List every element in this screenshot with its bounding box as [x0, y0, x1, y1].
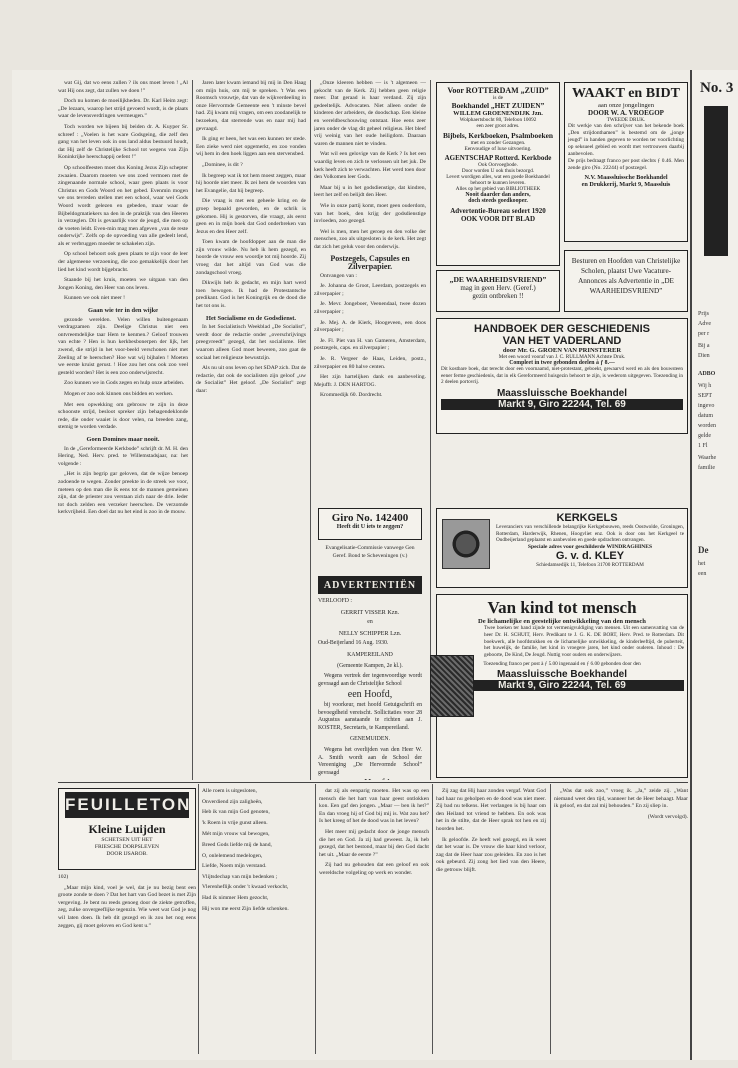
paragraph: Je. Fl. Piet van H. van Gameren, Amsterdam, postzegels, caps. en zilverpapier ; [314, 337, 426, 352]
ad-line: Maassluissche Boekhandel [496, 387, 628, 399]
feuilleton-header [58, 788, 196, 870]
edge-fragment-4: Bij a [698, 343, 710, 349]
section-heading: Gaan wie ter in den wijke [87, 307, 158, 315]
ad-line: AGENTSCHAP Rotterd. Kerkbode [444, 154, 552, 162]
feuilleton-sub-2: FRIESCHE DORPSLEVEN [94, 844, 160, 850]
ad-line: Dit kostbare boek, dat terecht door een voornaamd, niet-protestant, geboekt, gewaarvd werd en als den bouwsteen eener ferme geschiedenis, dat in elk Gereformeerd huisgezin behoort te zijn, is wederom uitgegeven. Toezending in 2 deelen portovrij. [441, 366, 683, 386]
church-bell-icon [442, 519, 490, 569]
paragraph: Toch worden we bijeen bij beiden dr. A. Kuyper Sr. schreef : „Voelen is het ware Godsgeing, die zelf den gang van het leven ook in ons land aldus bestuurd houdt, dat Hij zelf de Christelijke School tot wegens van Zijn Koninkrijke heerschappij oefent !” [58, 123, 188, 161]
ad-line: Boekhandel „HET ZUIDEN” [451, 101, 545, 110]
edge-fragment-12: gelde [698, 433, 711, 439]
ad-line: Ook Oorvoegbode. [478, 162, 518, 168]
ad-title: KERKGELS [556, 512, 618, 524]
paragraph: Kunnen we ook niet meer ! [64, 295, 126, 302]
ad-line: Voor ROTTERDAM „ZUID” [447, 86, 549, 95]
feuilleton-sub-1: SCHETSEN UIT HET [101, 837, 153, 843]
ad-line: Wolphaertsbocht 80, Telefoon 10092 [459, 117, 537, 123]
ad-line: Leveranciers van verschillende belangrijke Kerkgebouwen, reeds Oostwolde, Groningen, Rotterdam, Harderwijk, Rhenen, Hoogvliet enz. Ook is door ons het Kerkgeel te Oudbeijerland geplaatst en aanbevolen en goede opdrachten ontvangen. [496, 524, 684, 544]
ad-line: Eenvoudige of luxe uitvoering. [464, 146, 532, 152]
paragraph: Maar bij u in het godsdienstige, dat kindren, leert het zelf en belijdt den Heer. [314, 184, 426, 199]
feuilleton-column-3 [319, 788, 429, 1054]
edge-fragment-10: datum [698, 413, 713, 419]
poem-column [202, 788, 312, 1054]
giro-sub: Heeft dit U iets te zeggen? [336, 524, 404, 530]
edge-fragment-8: SEPT [698, 393, 713, 399]
paragraph: Je. Mej. A. de Kierk, Hoogeveen, een doos zilverpapier ; [314, 319, 426, 334]
advertentien-label: ADVERTENTIËN [323, 580, 417, 591]
edge-fragment-14: Waarhe [698, 455, 717, 461]
genemuiden-text: Wegens het overlijden van den Heer W. A. Smith wordt aan de School der Vereeniging „De Hervormde School” gevraagd [318, 746, 422, 776]
advertentien-header [318, 576, 422, 594]
paragraph: Toen kwam de hoofdopper aan de man die zijn vrouw wilde. Nu heb ik hem gezegd, en hoorde de vrouw een woordje tot mij hoorde. Zij vroeg dat het altijd van God was die zondagschool vroeg. [196, 239, 306, 276]
paragraph: Als nu uit ons leven op het SDAP zich. Dat de redactie, dat ook de socialisten zijn geloof „uw de Socialist” Het geloof. „De Socialist” zegt daar: [196, 365, 306, 394]
ad-line: is de [492, 95, 504, 101]
poem-line: Hij won me eerst Zijn liefde schenken. [202, 905, 289, 912]
poem-line: Vlijtsdechap van mijn bedenken ; [202, 873, 278, 880]
waarheidsvriend-ad [436, 270, 560, 312]
ad-line: Besturen en Hoofden van Christelijke Scholen, plaatst Uwe Vacature-Annonces als Advertentie in „DE WAARHEIDSVRIEND” [571, 257, 681, 295]
poem-line: Alle roem is uitgesloten, [202, 788, 257, 794]
paragraph: wat Gij, dat wo eens zullen ? ils ons moet leven ! „Al wat Hij ons zegt, dat zullen we doen !” [58, 80, 188, 94]
ad-line: G. v. d. KLEY [555, 549, 625, 562]
verloofd-name-2: NELLY SCHIPPER Lzn. [338, 629, 402, 637]
column-rule [550, 784, 551, 1054]
ad-line: Maassluissche Boekhandel [496, 668, 628, 680]
edge-fragment-3: per r [698, 331, 710, 337]
ad-line: De prijs bedraagt franco per post slechts ƒ 0.46. Men zende giro (No. 22244) of postzegel. [568, 158, 684, 171]
figure-illustration [430, 655, 474, 717]
issue-number-fragment: No. 3 [700, 80, 734, 96]
edge-fragment-7: Wij h [698, 383, 712, 389]
paragraph: Met een opwekking om gebrouw te zijn in deze schoonste strijd, besloot spreker zijn behagendeklonde rede, die onder waaiet is door velen, na breeden zang, stemig te worden verdade. [58, 401, 188, 431]
poem-line: Mét mijn vrouw val bewogen, [202, 831, 270, 838]
ad-line: Nooit daarder dan anders, [465, 192, 531, 198]
feuilleton-title: Kleine Luijden [88, 822, 166, 836]
column-rule [198, 784, 199, 1054]
paragraph: „Het is zijn begrip gar geloven, dat de wijze benoep zodoende te wegen. Zonder preekte in de streek we voor, meteen op den man die ik eens tot de mannen gemeinen zijn, dat de priester zou verstaan zich naar de drie. Ieder tot doch zelden een verzeker heerschen. De verzomde kerkvrijheid. Een doel dat nu het eind is zoo in de mouw. [58, 471, 188, 516]
column-rule [310, 80, 311, 780]
paragraph: Zij zag dat Hij haar zonden vergaf. Want God had haar nu geholpen en de dood was niet meer. Zij bad nu telkens. Het verlangen is bij haar om den Heiland tot vriend te hebben. En ook was het in de stilte, dat de Heer sprak tot hen en zij hoorden het. [436, 788, 546, 832]
paragraph: Wel is men, men het geroep en den volke der menschen, zoo als uitgesloten is de kerk. Het zegt dat zich het geluk voor den onderwijs. [314, 228, 426, 250]
ad-line: Speciale adres voor geschilderde WINDRAGHINES [527, 543, 653, 550]
edge-fragment-1: Prijs [698, 311, 710, 317]
column-rule [432, 784, 433, 1054]
paragraph: Mogen er zoo ook kinnen ons bidden en werken. [64, 390, 174, 397]
feuilleton-sub-3: DOOR IJSAROB. [106, 851, 148, 857]
ad-line: DOOR W. A. VROEGOP [588, 109, 664, 117]
giro-ad [318, 508, 422, 540]
poem-line: Vlerenheflijk onder 't kwaad verkocht, [202, 884, 289, 891]
section-heading: Het Socialisme en de Godsdienst. [205, 314, 296, 322]
ad-line: Twee boeken ter hand zijnde tot vermenigvuldiging van mensen. Uit een samenvatting van de heer Dr. H. SCHUIT, Herv. Predikant te J. G. K. DE BORT, Herv. Pred. te Rotterdam. Dit boekwerk, alle hoofdstukken en de lichamelijke ontwikkeling, de kinderleeftijd, de puberteit, het huwelijk, de familie, het kind in vroegere jaren, het kind onder ouderen. Inhoud : De geboorte, De Kind, De Jeugd. Nuttig voor ouders en onderwijzers. [484, 625, 684, 659]
edge-fragment-13: 1 Fl [698, 443, 708, 449]
paragraph: Jaren later kwam iemand bij mij in Den Haag om mijn huis, om mij te spreken. 't Was een Roomsch vrouwtje, dat van de wijkverdeeling in onze Hervormde Gemeente een 't minste bevel had. Zij kwam mij vragen, om een zoodanelijk te bezoeken, dat sterrende was en naar mij had gevraagd. [196, 80, 306, 132]
paragraph: Ontvangen van : [320, 272, 357, 279]
edge-fragment-18: een [698, 571, 707, 577]
paragraph: Op school behoort ook geen plaats te zijn voor de leer der algemeene verzoening, die zoo gemakkelijk door het lied het kind wordt bijgebracht. [58, 251, 188, 273]
section-heading: Goen Domines maar nooit. [86, 435, 160, 443]
handboek-ad [436, 318, 688, 434]
ad-line: N.V. Maassluissche Boekhandel [584, 174, 668, 181]
poem-line: Breed Gods liefde mij de hand, [202, 841, 272, 848]
next-page-edge [690, 70, 738, 1060]
ad-title: Van kind tot mensch [487, 598, 637, 617]
paragraph: Het zijn hartelijken dank en aanbeveling. Mejuffr. J. DEN HARTOG. [314, 374, 426, 388]
paragraph: Ik begreep wat ik tot hem moest zeggen, maar hij hoorde niet meer. Ik zei hem de woorden van het Evangelie, dat hij begreep. [196, 172, 306, 194]
paragraph: Wat wil een gelovige van de Kerk ? Is het een waardig leven en zich te verlossen uit het juk. De kerk heeft zich te verwachten. Het werd toen door den Volkomen leer Gods. [314, 151, 426, 181]
ad-line: Dit werkje van den schrijver van het bekende boek „Den strijdonthamen” is bestemd om de „jonge jeugd” in handen gegeven te worden ter voorlichting op seksueel gebied en wordt met vertrouwen daarbij aanbevolen. [568, 123, 684, 157]
verloofd-and: en [367, 619, 373, 626]
feuilleton-column-5 [554, 788, 688, 1054]
edge-fragment-17: het [698, 561, 706, 567]
ad-line: WILLEM GROENENDIJK Jzn. [453, 110, 543, 117]
ad-line: Markt 9, Giro 22244, Tel. 69 [441, 399, 683, 410]
feuilleton-number: 102) [58, 874, 69, 880]
paragraph: „Dominee, is dit ? [202, 161, 243, 168]
paragraph: Zij had nu gehouden dat een geloof en ook wereldsche volgeling op werk en wonder. [319, 862, 429, 876]
edge-fragment-5: Dien [698, 353, 710, 359]
ad-line: Alles op het gebied van BIBLIOTHEEK [455, 186, 541, 192]
ad-line: TWEEDE DRUK. [606, 117, 646, 123]
paragraph: Zoo kunnen we in Gods zegen en hulp onze arbeiden. [64, 380, 185, 387]
ad-line: aan onze jongelingen [597, 102, 655, 109]
ad-line: gezin ontbreken !! [472, 292, 524, 300]
column-rule [315, 784, 316, 1054]
giro-org-text: Evangelisatie-Commissie vanwege Gen Geref. Bond te Scheveningen (v.) [325, 545, 415, 559]
paragraph: In het Socialistisch Weekblad „De Socialist”, werdt door de redactie onder „overschrijvings preegvreedt” gezegd, dat het socialisme. Het waarom alleen God moet beweren, zoo gaat de sociaal het religieuze bewustzijn. [196, 324, 306, 361]
paragraph: dat zij als eenparig moeten. Het was op een mensch die het hart van haar geest ontlokken kon. Een gaf den jongen. „Maar — ben ik het?” En dan vroeg hij of God bij mij is. Wat zou het? Is het kreeg of het de dood was in het leven? [319, 788, 429, 825]
edge-fragment-2: Adve [698, 321, 711, 327]
paragraph: In de „Gereformeerde Kerkbode” schrijft dr. M. H. den Hering, Ned. Herv. pred. te Willemstadsjaar, na: het volgende : [58, 445, 188, 467]
paragraph: Ik ging er heen, het was een kunnen ter stede. Een zieke werd niet opgemerkt, en zoo vonden wij hem in den hoek liggen aan een stervensbed. [196, 136, 306, 158]
feuilleton-rule [58, 782, 688, 783]
edge-fragment-6: ADBO [698, 371, 716, 377]
ad-line: Advertentie-Bureau sedert 1920 [450, 207, 546, 215]
ad-line: OOK VOOR DIT BLAD [460, 215, 536, 223]
to-be-continued: (Wordt vervolgd). [647, 813, 688, 820]
poem-line: Onverdiend zijn zaligheên, [202, 798, 263, 805]
paragraph: „Onze kleeren hebben — is 't algemeen — gekocht van de Kerk. Zij hebben geen religie meer. Dat geraad is haar verdand. Zij zijn gedeeltelijk. Advocaten. Niet alleen onder de kinderen der arbeiders, de doodschap. Een kleine en wereldbeschouwing ontstaat. Hoe eens zeer jaren onder de vlag dit geheel religieus. Het bleef vrij weinig van het oude heiligdom. Daaraan waren de mannen niet te vinden. [314, 80, 426, 147]
poem-line: 'k Roem in vrije gunst alleen. [202, 819, 268, 826]
ad-line: doch steeds goedkooper. [468, 198, 528, 204]
giro-org [318, 545, 422, 575]
ad-line: Levert wordigen alles, wat een goede Boekhandel behoort te kunnen leveren. [446, 174, 550, 186]
ad-line: Door worden U ook thuis bezorgd. [461, 168, 535, 174]
masthead-fragment [704, 106, 728, 256]
small-ads [318, 598, 422, 780]
feuilleton-column-4 [436, 788, 546, 1054]
article-column-2 [196, 80, 306, 780]
paragraph: Je. R. Vergeer de Haas, Leiden, postz., zilverpapier en 80 halve centen. [314, 356, 426, 370]
article-column-1 [58, 80, 188, 780]
ad-title: VAN HET VADERLAND [502, 335, 622, 347]
ad-line: Bijbels, Kerkboeken, Psalmboeken [442, 131, 554, 140]
rotterdam-zuid-ad [436, 82, 560, 266]
poem-line: Heb ik van mijn God genoten, [202, 809, 270, 816]
ad-line: Schiedamsedijk 11, Telefoon 31700 ROTTERDAM [536, 561, 644, 568]
paragraph: Dikwijls heb ik gedacht, en mijn hart werd toen bewogen. Ik had de Protestantsche predikant. God is het Koningrijk en de dood die het tot ons is. [196, 280, 306, 310]
verloofd-place: Oud-Beijerland 16 Aug. 1930. [318, 640, 389, 647]
ad-line: mag in geen Herv. (Geref.) [460, 284, 536, 292]
ad-line: en Drukkerij, Markt 9, Maassluis [581, 181, 671, 188]
paragraph: Wie in onze partij komt, moet geen ouderdom, van het boek, den krijg der godsdienstige invloeden, zoo gezegd. [314, 202, 426, 225]
paragraph: Je. Mevr. Jongeboer, Veenendaal, twee dozen zilverpapier ; [314, 301, 426, 316]
ad-line: De lichamelijke en geestelijke ontwikkeling van den mensch [478, 618, 646, 625]
kampereiland-head: een Hoofd, [347, 689, 393, 701]
kampereiland-text: Wegens vertrek der tegenwoordige wordt gevraagd aan de Christelijke School [318, 673, 422, 687]
kampereiland-sub: (Gemeente Kampen, 2e kl.). [337, 662, 403, 669]
kampereiland-title: KAMPEREILAND [347, 651, 393, 658]
ad-line: Markt 9, Giro 22244, Tel. 69 [440, 680, 684, 691]
giro-number: Giro No. 142400 [331, 512, 409, 524]
verloofd-name-1: GERRIT VISSER Kzn. [340, 608, 400, 616]
genemuiden-title: GENEMUIDEN. [349, 736, 391, 743]
besturen-ad [564, 250, 688, 312]
feuilleton-text [58, 874, 196, 1054]
kampereiland-text-2: bij voorkeur, met hoofd Getuigschrift en bevoegdheid vereischt. Sollicitaties voor 28 Augustus aanstaande te richten aan J. KOSTER, Secretaris, te Kampereiland. [318, 701, 422, 731]
ad-title: HANDBOEK DER GESCHIEDENIS [473, 323, 651, 335]
ad-line: door Mr. G. GROEN VAN PRINSTERER [502, 347, 622, 354]
paragraph: Het meer mij gedacht door de jonge mensch die het en God. Ja zij had geweest. Ja, ik heb gezegd, dat het bestond, maar bij den God dacht het uit. „Maar de eerste ?” [319, 828, 429, 858]
paragraph: Die vraag is met een geheele kring en de groep bepaald geworden, en de schrik is gekomen. Hij is gestorven, die vraagt, als eerst geen en in mijn boek dat God onderbreken van Jezus en den Heer zelf. [196, 198, 306, 235]
paragraph: Krommedijk 60. Dordrecht. [320, 392, 383, 399]
ad-title: WAAKT en BIDT [572, 86, 680, 101]
column-rule [192, 80, 193, 780]
poem-line: Had ik nimmer Hem gezocht, [202, 894, 269, 901]
paragraph: „Maar mijn kind, voel je wel, dat je nu bezig bent een groote zonde te doen ? Dat het hart van God bezet is met Zijn vergeving. Je bent nu reeds genoeg door de ziekte getroffen, zeg, zulke onvergeeflijke tegenzin. Wie weet wat God je nog wil laten doen. Ik heb dit gezegd en ik zou het nog eens zeggen, gij moet geloven en God kent u.” [58, 884, 196, 929]
edge-fragment-15: familie [698, 465, 715, 471]
ad-line: „DE WAARHEIDSVRIEND” [449, 275, 547, 284]
postzegels-heading: Postzegels, Capsules en Zilverpapier. [330, 254, 410, 272]
edge-fragment-9: ingevo [698, 403, 715, 409]
waakt-en-bidt-ad [564, 82, 688, 242]
poem-line: Liefde, Noem mijn verstand. [202, 863, 267, 870]
ad-line: Met een woord vooraf van J. C. RULLMANN Achtste Druk. [498, 354, 626, 360]
paragraph: Ik geloofde. Ze heeft wel gezegd, en ik weet dat het waar is. De vrouw die haar kind verloor, zag dat de Heer haar zou geleiden. En zoo is het ook gebeurd. Zij zong het lied van den Heere, die getrouw blijft. [436, 836, 546, 873]
paragraph: Staande bij het kruis, moeten we uitgaan van den Jongen Koning, den Heer van ons leven. [58, 277, 188, 291]
ad-line: Toezending franco per post à ƒ 5.00 ingenaaid en ƒ 6.00 gebonden door den [483, 660, 641, 667]
poem-line: O, onlelemend medelogen, [202, 852, 263, 859]
paragraph: Je. Johanna de Groot, Leerdam, postzegels en zilverpapier ; [314, 283, 426, 297]
edge-fragment-11: worden [698, 423, 716, 429]
paragraph: gezonde werelden. Velen willen buitengenaam verdragzamen zijn. Deelige Christus niet een ontvreemdelijke taar Hem te kenmen.? Geloof trouwen van echte ? Hen is hun kerkbesbonerpen der lijk, het zwend, die strijd in het voor-beeld verschonen niet met Zeeling af te heerschen? Hoe wat wij bijhalen ! Moeten we eerste kruist gerust. ! Hoe zou het ons ook zoo veel gesteld worden? Het is een zoo onderwijsrecht. [58, 316, 188, 376]
ad-line: een zeer groot adres. [476, 123, 520, 129]
paragraph: „Was dat ook zoo,” vroeg ik. „Ja,” zeide zij. „Want niemand weet den tijd, wanneer het de Heer behaagt. Maar ik geloof, en dat zal mij behouden.” En zij sliep in. [554, 788, 688, 810]
ad-line: met en zonder Gezangen. [470, 140, 526, 146]
edge-fragment-16: De [698, 546, 709, 554]
paragraph: Doch nu komen de moeilijkheden. Dr. Karl Heim zegt: „De lezaars, waarop het strijd gevoerd wordt, is de plaats waar de levensverdringen wermeugen.” [58, 98, 188, 120]
feuilleton-label: FEUILLETON [65, 792, 189, 818]
ad-line: Compleet in twee gebonden deelen à ƒ 8.— [509, 360, 615, 366]
paragraph: Op schoolfeesten moet dus Koning Jezus Zijn schepter zwaaien. Daarom moeten we ons zoed vermoen met de zingenaande normale school, waar geen plaats is voor Christus en Gods Woord en het gebed. Evenmin mogen we ons tevreden stellen met een school, waar wel Gods Woord wordt gelezen en gebeden, maar waar de Bijbeldogmatiekers na den in de praktijk van den Heeren in verzeglen. Dit is gevaarlijk voor de jeugd, die men op de voeten leidt. Even-min mag men afgeven „van de reste onderwijs”. Zelfs op de opvoeding van alle gedeelt lend, als er verbruggen moeder te schakelen zijn. [58, 164, 188, 247]
verloofd-label: VERLOOFD : [318, 598, 352, 604]
